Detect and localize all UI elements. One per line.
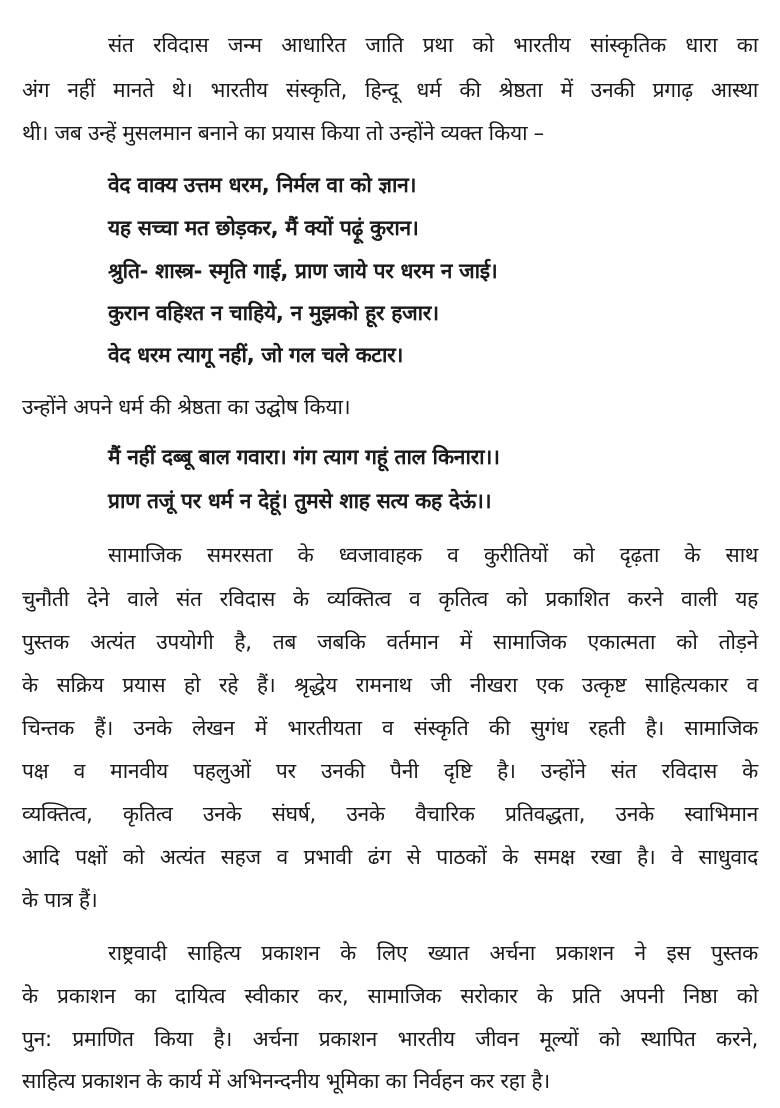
text-line: थी। जब उन्हें मुसलमान बनाने का प्रयास किया तो उन्होंने व्यक्त किया – <box>22 121 544 145</box>
text-line: के सक्रिय प्रयास हो रहे हैं। श्रृद्धेय रामनाथ जी नीखरा एक उत्कृष्ट साहित्यकार व <box>22 673 758 697</box>
text-line: आदि पक्षों को अत्यंत सहज व प्रभावी ढंग से पाठकों के समक्ष रखा है। वे साधुवाद <box>22 845 758 869</box>
verse-line: वेद धरम त्यागू नहीं, जो गल चले कटार। <box>108 343 404 367</box>
text-line: व्यक्तित्व, कृतित्व उनके संघर्ष, उनके वैचारिक प्रतिवद्धता, उनके स्वाभिमान <box>22 802 758 826</box>
verse-line: मैं नहीं दब्बू बाल गवारा। गंग त्याग गहूं ताल किनारा।। <box>108 445 500 469</box>
verse-line: प्राण तजूं पर धर्म न देहूं। तुमसे शाह सत्य कह देऊं।। <box>108 489 492 513</box>
text-line: उन्होंने अपने धर्म की श्रेष्ठता का उद्घोष किया। <box>22 395 351 419</box>
verse-line: कुरान वहिश्त न चाहिये, न मुझको हूर हजार। <box>108 301 439 325</box>
verse-line: श्रुति- शास्त्र- स्मृति गाई, प्राण जाये पर धरम न जाई। <box>108 259 498 283</box>
text-line: पुस्तक अत्यंत उपयोगी है, तब जबकि वर्तमान में सामाजिक एकात्मता को तोड़ने <box>22 630 758 654</box>
verse-line: यह सच्चा मत छोड़कर, मैं क्यों पढ़ूं कुरान। <box>108 216 419 240</box>
verse-line: वेद वाक्य उत्तम धरम, निर्मल वा को ज्ञान। <box>108 173 417 197</box>
text-line: के प्रकाशन का दायित्व स्वीकार कर, सामाजिक सरोकार के प्रति अपनी निष्ठा को <box>22 984 758 1008</box>
text-line: अंग नहीं मानते थे। भारतीय संस्कृति, हिन्दू धर्म की श्रेष्ठता में उनकी प्रगाढ़ आस्था <box>22 78 758 102</box>
text-line: चुनौती देने वाले संत रविदास के व्यक्तित्व व कृतित्व को प्रकाशित करने वाली यह <box>22 587 758 611</box>
text-line: चिन्तक हैं। उनके लेखन में भारतीयता व संस्कृति की सुगंध रहती है। सामाजिक <box>22 716 758 740</box>
text-line: साहित्य प्रकाशन के कार्य में अभिनन्दनीय भूमिका का निर्वहन कर रहा है। <box>22 1069 550 1093</box>
text-line: संत रविदास जन्म आधारित जाति प्रथा को भारतीय सांस्कृतिक धारा का <box>108 33 758 57</box>
text-line: पक्ष व मानवीय पहलुओं पर उनकी पैनी दृष्टि है। उन्होंने संत रविदास के <box>22 759 758 783</box>
text-line: के पात्र हैं। <box>22 888 98 912</box>
text-line: राष्ट्रवादी साहित्य प्रकाशन के लिए ख्यात अर्चना प्रकाशन ने इस पुस्तक <box>108 941 758 965</box>
text-line: सामाजिक समरसता के ध्वजावाहक व कुरीतियों को दृढ़ता के साथ <box>108 543 758 567</box>
text-line: पुन: प्रमाणित किया है। अर्चना प्रकाशन भारतीय जीवन मूल्यों को स्थापित करने, <box>22 1027 758 1051</box>
